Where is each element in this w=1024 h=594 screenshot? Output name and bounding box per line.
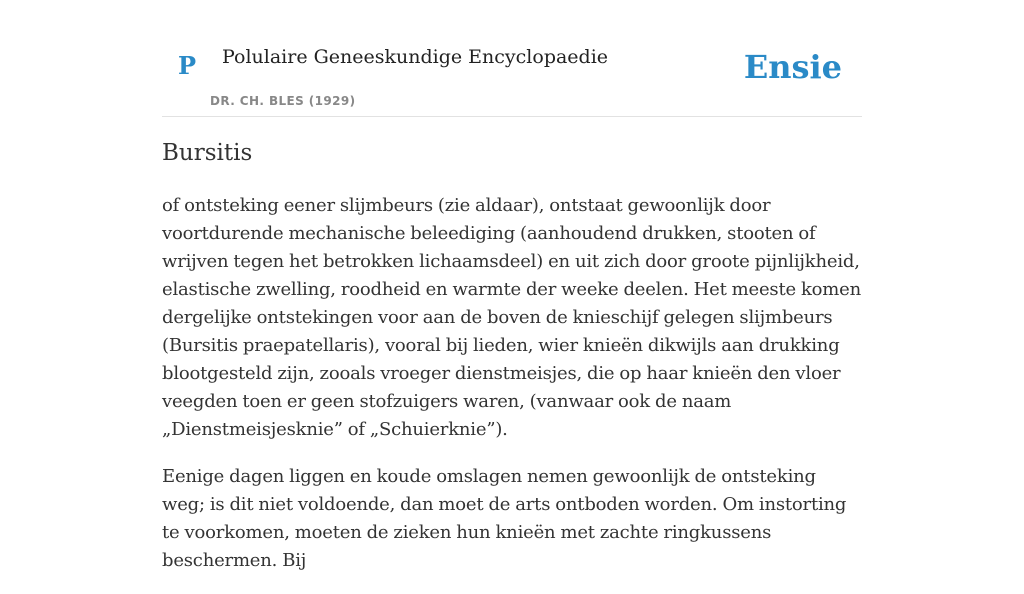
book-author: DR. CH. BLES (1929)	[210, 94, 356, 108]
book-header	[162, 0, 862, 117]
book-title[interactable]: Polulaire Geneeskundige Encyclopaedie	[222, 46, 609, 68]
entry-paragraph: Eenige dagen liggen en koude omslagen nemen gewoonlijk de ontsteking weg; is dit niet voldoende, dan moet de arts ontboden worden. Om instorting te voorkomen, moeten de zieken hun knieën met zachte ringkussens beschermen. Bij	[162, 466, 847, 571]
book-initial: P	[178, 51, 197, 80]
entry-title: Bursitis	[162, 140, 253, 166]
entry-paragraph: of ontsteking eener slijmbeurs (zie aldaar), ontstaat gewoonlijk door voortdurende mechanische beleediging (aanhoudend drukken, stooten of wrijven tegen het betrokken lichaamsdeel) en uit zich door groote pijnlijkheid, elastische zwelling, roodheid en warmte der weeke deelen. Het meeste komen dergelijke ontstekingen voor aan de boven de knieschijf gelegen slijmbeurs (Bursitis praepatellaris), vooral bij lieden, wier knieën dikwijls aan drukking blootgesteld zijn, zooals vroeger dienstmeisjes, die op haar knieën den vloer veegden toen er geen stofzuigers waren, (vanwaar ook de naam „Dienstmeisjesknie” of „Schuierknie”).	[162, 195, 862, 440]
brand-logo[interactable]: Ensie	[743, 48, 842, 86]
page-container	[162, 0, 862, 571]
entry-body	[162, 192, 862, 594]
